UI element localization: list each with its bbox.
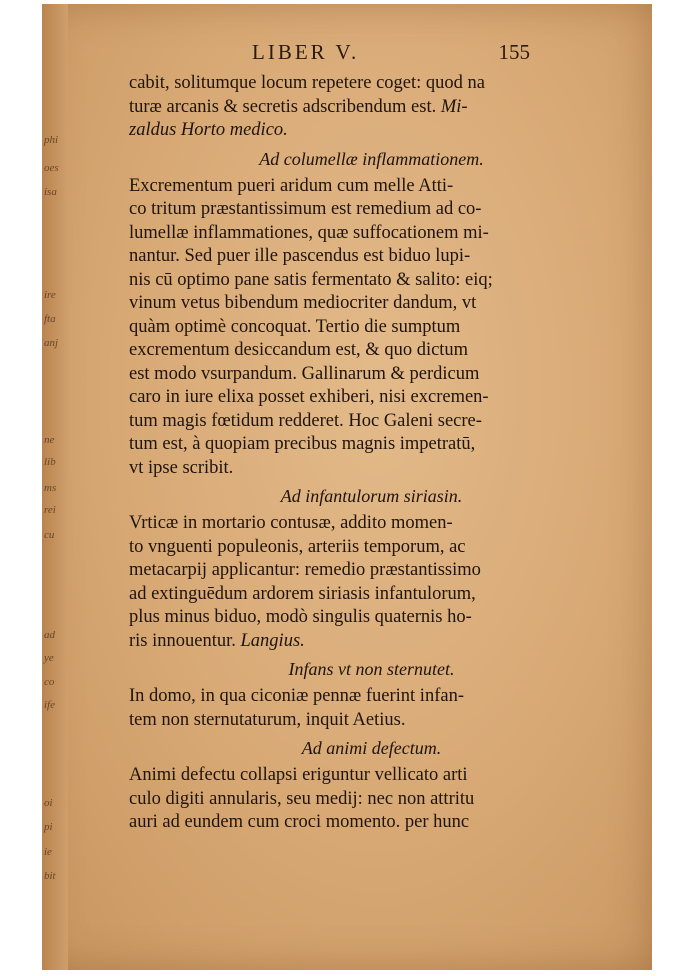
page-text [129, 72, 584, 835]
text-line: nis cū optimo pane satis fermentato & salito: eiq; [129, 269, 493, 290]
margin-fragment: anj [44, 337, 59, 349]
text-line: tem non sternutaturum, inquit Aetius. [129, 709, 406, 730]
margin-fragment: oes [44, 162, 59, 174]
margin-fragment: ire [44, 289, 56, 301]
text-line: lumellæ inflammationes, quæ suffocationem mi- [129, 222, 489, 243]
margin-fragment: rei [44, 504, 56, 516]
margin-fragment: ife [44, 699, 55, 711]
margin-fragment: ms [44, 482, 57, 494]
text-line: tum magis fœtidum redderet. Hoc Galeni secre- [129, 410, 482, 431]
running-head-title: LIBER V. [252, 40, 360, 64]
margin-fragment: ye [44, 652, 54, 664]
author-name: Langius. [240, 630, 305, 651]
margin-fragment: ne [44, 434, 55, 446]
text-line [129, 96, 584, 120]
text-line: Animi defectu collapsi eriguntur vellicato arti [129, 765, 468, 785]
margin-fragment: pi [44, 821, 53, 833]
text-line: excrementum desiccandum est, & quo dictum [129, 340, 469, 360]
margin-fragment: lib [44, 456, 56, 468]
margin-fragment: co [44, 676, 55, 688]
author-name: Mi- [440, 96, 468, 117]
text-line: Excrementum pueri aridum cum melle Atti- [129, 175, 454, 196]
text-line-part: turæ arcanis & secretis adscribendum est. [129, 96, 441, 117]
page-number: 155 [498, 40, 530, 64]
margin-fragment: isa [44, 186, 57, 198]
text-line: vinum vetus bibendum mediocriter dandum, vt [129, 293, 477, 313]
margin-fragment: cu [44, 529, 55, 541]
section-heading: Ad infantulorum siriasin. [280, 486, 463, 506]
margin-fragment: ad [44, 629, 55, 641]
facing-page-gutter [42, 4, 68, 970]
section-heading: Ad animi defectum. [301, 738, 442, 758]
text-line: est modo vsurpandum. Gallinarum & perdicum [129, 363, 480, 384]
margin-fragment: ie [44, 846, 52, 858]
book-page [42, 4, 652, 970]
text-line: quàm optimè concoquat. Tertio die sumptum [129, 316, 461, 337]
text-line: cabit, solitumque locum repetere coget: quod na [129, 73, 486, 93]
text-line: ris innouentur. Langius. [129, 630, 305, 651]
text-line: tum est, à quopiam precibus magnis impetratū, [129, 434, 476, 454]
text-line: culo digiti annularis, seu medij: nec non attritu [129, 788, 475, 809]
section-heading: Infans vt non sternutet. [288, 659, 455, 679]
text-line: auri ad eundem cum croci momento. per hunc [129, 812, 470, 832]
text-line: zaldus Horto medico. [129, 120, 288, 140]
margin-fragment: oi [44, 797, 53, 809]
text-line: caro in iure elixa posset exhiberi, nisi excremen- [129, 387, 489, 407]
section-heading: Ad columellæ inflammationem. [259, 148, 484, 169]
margin-fragment: fta [44, 313, 56, 325]
text-line: nantur. Sed puer ille pascendus est biduo lupi- [129, 246, 471, 266]
text-line: Vrticæ in mortario contusæ, addito momen- [129, 513, 453, 533]
text-line: In domo, in qua ciconiæ pennæ fuerint infan- [129, 686, 464, 706]
running-head [42, 40, 652, 70]
text-line: vt ipse scribit. [129, 457, 234, 478]
text-line: to vnguenti populeonis, arteriis temporum, ac [129, 536, 466, 557]
text-line: plus minus biduo, modò singulis quaternis ho- [129, 607, 472, 627]
text-line: co tritum præstantissimum est remedium ad co- [129, 199, 482, 219]
margin-fragment: bit [44, 870, 56, 882]
margin-fragment: phi [44, 134, 59, 146]
text-line: metacarpij applicantur: remedio præstantissimo [129, 560, 481, 580]
text-line: ad extinguēdum ardorem siriasis infantulorum, [129, 583, 476, 604]
